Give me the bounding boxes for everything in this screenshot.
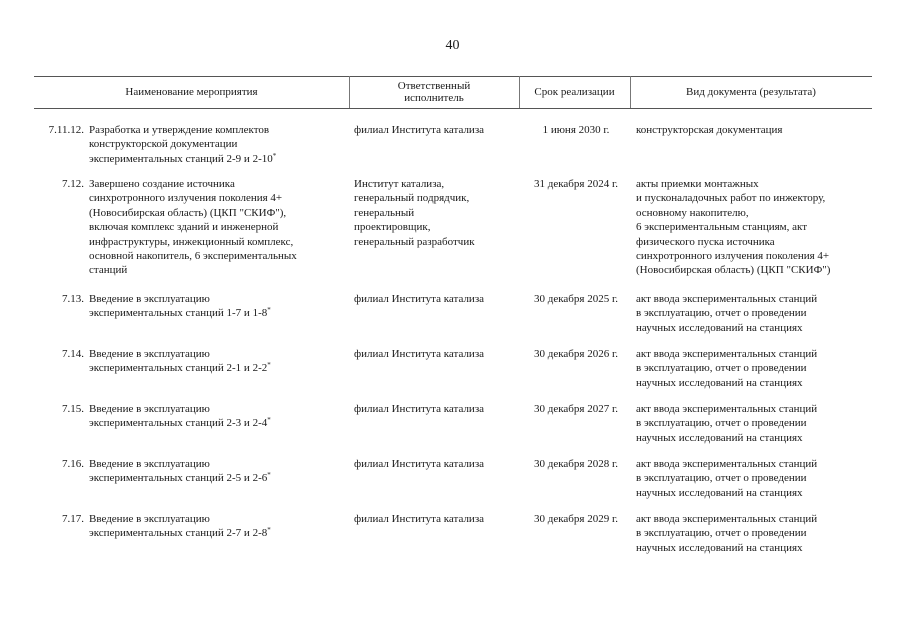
item-deadline: 30 декабря 2028 г. <box>534 458 618 470</box>
item-document <box>636 292 876 335</box>
item-executor-line: генеральный разработчик <box>354 235 475 248</box>
item-name <box>89 402 344 431</box>
item-document <box>636 512 876 555</box>
header-executor <box>349 76 519 108</box>
item-deadline: 30 декабря 2029 г. <box>534 513 618 525</box>
item-document-line: синхротронного излучения поколения 4+ <box>636 250 830 263</box>
header-executor-line: исполнитель <box>404 92 464 104</box>
item-name-line: экспериментальных станций 2-7 и 2-8* <box>89 526 271 540</box>
item-document-line: (Новосибирская область) (ЦКП "СКИФ") <box>636 264 831 277</box>
item-executor-line: филиал Института катализа <box>354 458 485 470</box>
item-deadline: 30 декабря 2026 г. <box>534 348 618 360</box>
item-name-line: Введение в эксплуатацию <box>89 348 210 360</box>
item-document-line: научных исследований на станциях <box>636 431 803 444</box>
item-document-line: и пусконаладочных работ по инжектору, <box>636 192 826 205</box>
item-number: 7.13. <box>62 293 84 305</box>
footnote-mark: * <box>267 361 271 370</box>
item-name-line: Введение в эксплуатацию <box>89 458 210 470</box>
item-document-line: 6 экспериментальным станциям, акт <box>636 221 807 234</box>
item-executor <box>354 123 519 137</box>
item-executor-line: Институт катализа, <box>354 178 445 190</box>
footnote-mark: * <box>267 526 271 535</box>
footnote-mark: * <box>267 471 271 480</box>
item-document-line: научных исследований на станциях <box>636 541 803 554</box>
item-document-line: в эксплуатацию, отчет о проведении <box>636 472 807 485</box>
footnote-mark: * <box>267 306 271 315</box>
item-name-line: включая комплекс зданий и инженерной <box>89 221 279 234</box>
item-document <box>636 347 876 390</box>
item-name-line: Введение в эксплуатацию <box>89 293 210 305</box>
item-deadline: 30 декабря 2027 г. <box>534 403 618 415</box>
item-name-line: Завершено создание источника <box>89 178 235 190</box>
item-executor <box>354 292 519 306</box>
item-name-line: синхротронного излучения поколения 4+ <box>89 192 283 205</box>
item-name-line: (Новосибирская область) (ЦКП "СКИФ"), <box>89 206 287 219</box>
item-executor-line: генеральный <box>354 206 415 219</box>
item-document-line: в эксплуатацию, отчет о проведении <box>636 527 807 540</box>
item-executor <box>354 457 519 471</box>
item-name <box>89 123 344 166</box>
table-header-bottom-border <box>34 108 872 109</box>
item-document-line: акт ввода экспериментальных станций <box>636 403 818 415</box>
item-document <box>636 177 876 278</box>
item-executor-line: филиал Института катализа <box>354 403 485 415</box>
item-executor-line: генеральный подрядчик, <box>354 192 470 205</box>
item-document <box>636 123 876 137</box>
item-name-line: основной накопитель, 6 экспериментальных <box>89 250 297 263</box>
item-name-line: станций <box>89 264 128 277</box>
item-document-line: акты приемки монтажных <box>636 178 759 190</box>
header-doc: Вид документа (результата) <box>686 86 816 98</box>
item-number: 7.16. <box>62 458 84 470</box>
item-executor <box>354 177 519 249</box>
item-name-line: экспериментальных станций 2-1 и 2-2* <box>89 361 271 375</box>
item-document-line: научных исследований на станциях <box>636 486 803 499</box>
item-number: 7.14. <box>62 348 84 360</box>
item-name-line: экспериментальных станций 1-7 и 1-8* <box>89 306 271 320</box>
item-document-line: научных исследований на станциях <box>636 321 803 334</box>
header-executor-line: Ответственный <box>397 80 471 92</box>
item-document-line: акт ввода экспериментальных станций <box>636 458 818 470</box>
item-name-line: Разработка и утверждение комплектов <box>89 124 270 136</box>
item-executor <box>354 402 519 416</box>
header-name: Наименование мероприятия <box>125 86 258 98</box>
item-document <box>636 457 876 500</box>
item-name-line: экспериментальных станций 2-9 и 2-10* <box>89 151 277 165</box>
item-document-line: акт ввода экспериментальных станций <box>636 293 818 305</box>
item-executor <box>354 347 519 361</box>
item-number: 7.15. <box>62 403 84 415</box>
item-executor-line: проектировщик, <box>354 221 431 234</box>
item-name <box>89 347 344 376</box>
item-executor-line: филиал Института катализа <box>354 513 485 525</box>
header-date: Срок реализации <box>534 86 615 98</box>
item-document-line: в эксплуатацию, отчет о проведении <box>636 307 807 320</box>
item-executor-line: филиал Института катализа <box>354 124 485 136</box>
item-name-line: Введение в эксплуатацию <box>89 513 210 525</box>
item-name <box>89 457 344 486</box>
item-name-line: конструкторской документации <box>89 138 238 151</box>
footnote-mark: * <box>272 151 277 160</box>
item-name <box>89 512 344 541</box>
item-name-line: инфраструктуры, инжекционный комплекс, <box>89 235 294 248</box>
item-document-line: акт ввода экспериментальных станций <box>636 513 818 525</box>
footnote-mark: * <box>267 416 271 425</box>
item-deadline: 1 июня 2030 г. <box>542 124 610 136</box>
item-document <box>636 402 876 445</box>
item-executor-line: филиал Института катализа <box>354 348 485 360</box>
item-name-line: экспериментальных станций 2-3 и 2-4* <box>89 416 271 430</box>
item-deadline: 30 декабря 2025 г. <box>534 293 618 305</box>
item-name-line: экспериментальных станций 2-5 и 2-6* <box>89 471 271 485</box>
item-name <box>89 177 344 278</box>
item-executor-line: филиал Института катализа <box>354 293 485 305</box>
item-document-line: основному накопителю, <box>636 206 749 219</box>
item-document-line: в эксплуатацию, отчет о проведении <box>636 362 807 375</box>
item-executor <box>354 512 519 526</box>
item-deadline: 31 декабря 2024 г. <box>534 178 618 190</box>
item-document-line: физического пуска источника <box>636 235 775 248</box>
item-number: 7.17. <box>62 513 84 525</box>
item-name <box>89 292 344 321</box>
item-document-line: научных исследований на станциях <box>636 376 803 389</box>
item-document-line: акт ввода экспериментальных станций <box>636 348 818 360</box>
page-number: 40 <box>445 38 460 53</box>
item-number: 7.12. <box>62 178 84 190</box>
item-document-line: конструкторская документация <box>636 124 783 136</box>
item-name-line: Введение в эксплуатацию <box>89 403 210 415</box>
item-number: 7.11.12. <box>48 124 84 136</box>
item-document-line: в эксплуатацию, отчет о проведении <box>636 417 807 430</box>
